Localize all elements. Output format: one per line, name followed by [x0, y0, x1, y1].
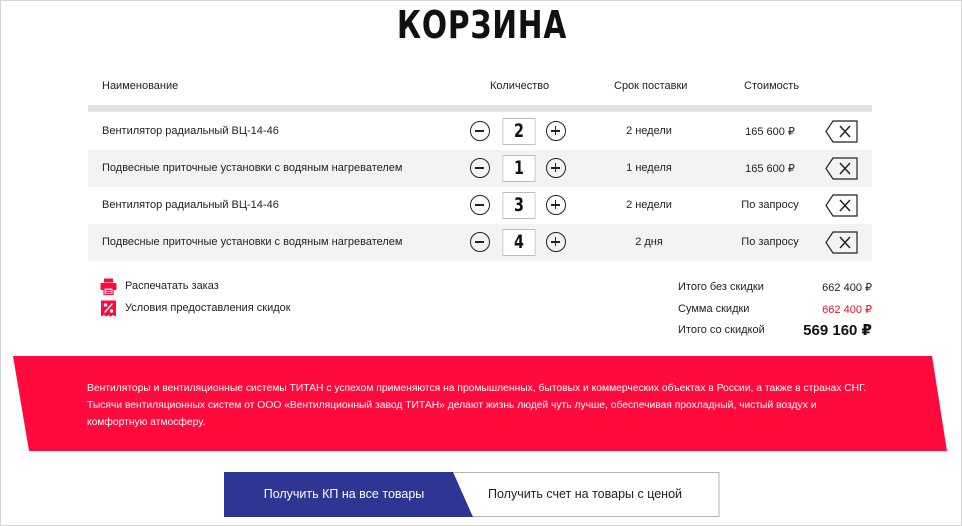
item-name: Вентилятор радиальный ВЦ-14-46: [102, 125, 279, 137]
remove-item-icon[interactable]: [825, 120, 858, 143]
item-name: Вентилятор радиальный ВЦ-14-46: [102, 199, 279, 211]
remove-item-icon[interactable]: [825, 231, 858, 254]
print-order-label: Распечатать заказ: [125, 280, 219, 292]
page-title: КОРЗИНА: [396, 3, 568, 47]
decrease-quantity-button[interactable]: [470, 121, 490, 141]
header-qty: Количество: [490, 80, 550, 92]
table-row: [88, 224, 872, 261]
delivery-term: 2 недели: [626, 125, 672, 137]
item-price: 165 600 ₽: [745, 126, 795, 138]
header-term: Срок поставки: [614, 80, 688, 92]
decrease-quantity-button[interactable]: [470, 195, 490, 215]
quantity-input[interactable]: 2: [503, 118, 536, 145]
header-name: Наименование: [102, 80, 179, 92]
header-price: Стоимость: [744, 80, 800, 92]
discount-terms-label: Условия предоставления скидок: [125, 302, 291, 314]
table-row: [88, 150, 872, 187]
cta-buttons: [1, 472, 962, 517]
table-row: [88, 113, 872, 150]
banner-text: Вентиляторы и вентиляционные системы ТИТАН с успехом применяются на промышленных, бытовых и коммерческих объектах в России, а также в странах СНГ. Тысячи вентиляционных систем от ООО «Вентиляционный завод ТИТАН» делают жизнь людей чуть лучше, обеспечивая прохладный, чистый воздух и комфортную атмосферу.: [87, 383, 867, 428]
discount-sum-value: 662 400 ₽: [822, 304, 872, 316]
total-without-discount-value: 662 400 ₽: [822, 282, 872, 294]
quantity-input[interactable]: 1: [503, 155, 536, 182]
get-quote-button[interactable]: Получить КП на все товары: [224, 472, 464, 517]
delivery-term: 2 недели: [626, 199, 672, 211]
decrease-quantity-button[interactable]: [470, 158, 490, 178]
decrease-quantity-button[interactable]: [470, 232, 490, 252]
quantity-input[interactable]: 4: [503, 229, 536, 256]
total-with-discount-label: Итого со скидкой: [678, 324, 765, 336]
remove-item-icon[interactable]: [825, 157, 858, 180]
quantity-input[interactable]: 3: [503, 192, 536, 219]
item-price: По запросу: [741, 199, 799, 211]
increase-quantity-button[interactable]: [546, 158, 566, 178]
table-header-divider: [88, 105, 872, 112]
item-price: 165 600 ₽: [745, 163, 795, 175]
percent-icon: [100, 300, 117, 317]
discount-sum-label: Сумма скидки: [678, 303, 750, 315]
remove-item-icon[interactable]: [825, 194, 858, 217]
info-banner: [1, 356, 962, 451]
get-invoice-button[interactable]: Получить счет на товары с ценой: [451, 472, 719, 517]
increase-quantity-button[interactable]: [546, 232, 566, 252]
item-price: По запросу: [741, 236, 799, 248]
increase-quantity-button[interactable]: [546, 121, 566, 141]
total-without-discount-label: Итого без скидки: [678, 281, 764, 293]
increase-quantity-button[interactable]: [546, 195, 566, 215]
printer-icon: [100, 278, 117, 295]
item-name: Подвесные приточные установки с водяным нагревателем: [102, 236, 403, 248]
table-header: [88, 75, 872, 105]
item-name: Подвесные приточные установки с водяным нагревателем: [102, 162, 403, 174]
delivery-term: 1 неделя: [626, 162, 672, 174]
delivery-term: 2 дня: [635, 236, 663, 248]
total-with-discount-value: 569 160 ₽: [803, 322, 872, 339]
table-row: [88, 187, 872, 224]
